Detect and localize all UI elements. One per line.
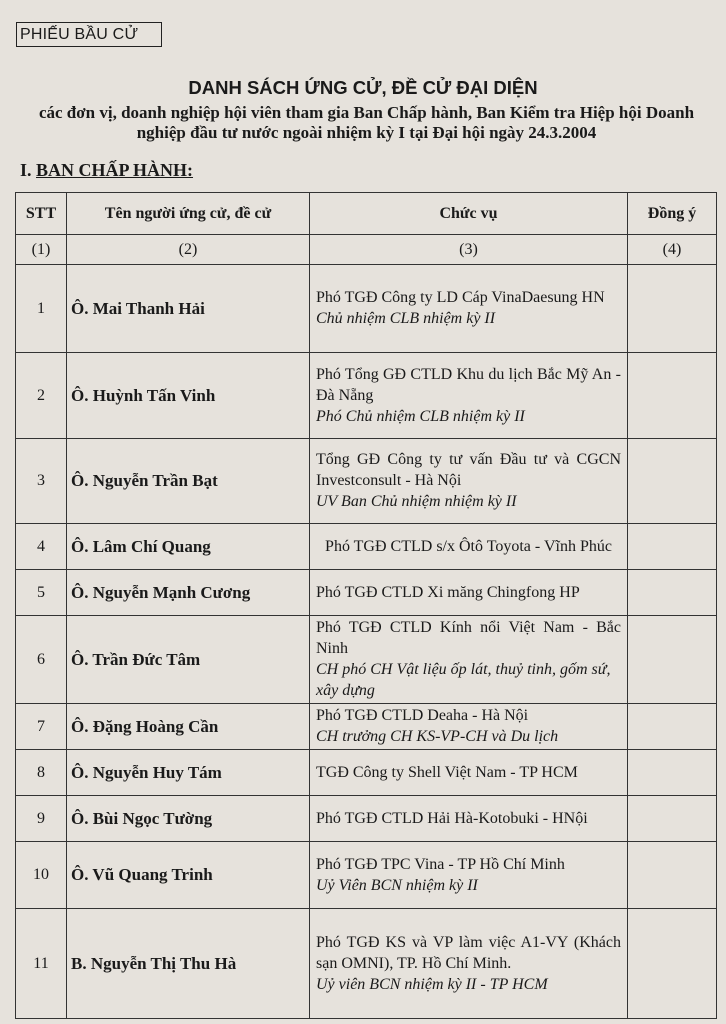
- agree-cell[interactable]: [628, 353, 717, 439]
- header-num-2: (2): [67, 235, 310, 265]
- table-number-row: [16, 235, 717, 265]
- position-text: Phó TGĐ CTLD Xi măng Chingfong HP: [316, 583, 580, 601]
- table-row: [16, 842, 717, 909]
- row-name: Ô. Nguyễn Trần Bạt: [67, 439, 310, 524]
- section-heading: [20, 160, 193, 181]
- position-note: Phó Chủ nhiệm CLB nhiệm kỳ II: [316, 407, 525, 425]
- ballot-tag: PHIẾU BẦU CỬ: [16, 22, 162, 47]
- table-row: [16, 524, 717, 570]
- table-row: [16, 909, 717, 1019]
- row-stt: 5: [16, 570, 67, 616]
- position-note: Chủ nhiệm CLB nhiệm kỳ II: [316, 310, 496, 327]
- section-prefix: I.: [20, 160, 37, 180]
- agree-cell[interactable]: [628, 704, 717, 750]
- position-note: CH trưởng CH KS-VP-CH và Du lịch: [316, 728, 559, 745]
- position-text: Tổng GĐ Công ty tư vấn Đầu tư và CGCN Investconsult - Hà Nội: [316, 451, 621, 489]
- row-stt: 3: [16, 439, 67, 524]
- position-text: Phó TGĐ KS và VP làm việc A1-VY (Khách sạn OMNI), TP. Hồ Chí Minh.: [316, 933, 621, 972]
- section-title: BAN CHẤP HÀNH:: [36, 160, 194, 180]
- row-position: [310, 704, 628, 750]
- candidate-table: [15, 192, 717, 1019]
- position-text: Phó TGĐ CTLD Hải Hà-Kotobuki - HNội: [316, 809, 588, 827]
- row-stt: 8: [16, 750, 67, 796]
- row-name: Ô. Mai Thanh Hải: [67, 265, 310, 353]
- table-row: [16, 796, 717, 842]
- position-note: UV Ban Chủ nhiệm nhiệm kỳ II: [316, 493, 517, 510]
- agree-cell[interactable]: [628, 265, 717, 353]
- row-name: B. Nguyễn Thị Thu Hà: [67, 909, 310, 1019]
- agree-cell[interactable]: [628, 750, 717, 796]
- row-position: [310, 842, 628, 909]
- header-num-4: (4): [628, 235, 717, 265]
- row-stt: 2: [16, 353, 67, 439]
- position-text: Phó TGĐ TPC Vina - TP Hồ Chí Minh: [316, 855, 565, 873]
- position-text: TGĐ Công ty Shell Việt Nam - TP HCM: [316, 763, 578, 781]
- row-position: [310, 439, 628, 524]
- row-name: Ô. Vũ Quang Trinh: [67, 842, 310, 909]
- row-position: [310, 524, 628, 570]
- agree-cell[interactable]: [628, 570, 717, 616]
- header-num-1: (1): [16, 235, 67, 265]
- header-name: Tên người ứng cử, đề cử: [67, 193, 310, 235]
- agree-cell[interactable]: [628, 796, 717, 842]
- header-stt: STT: [16, 193, 67, 235]
- position-note: Uỷ viên BCN nhiệm kỳ II - TP HCM: [316, 975, 548, 993]
- document-title: DANH SÁCH ỨNG CỬ, ĐỀ CỬ ĐẠI DIỆN: [188, 77, 538, 98]
- row-position: [310, 796, 628, 842]
- table-row: [16, 704, 717, 750]
- row-position: [310, 909, 628, 1019]
- table-header-row: [16, 193, 717, 235]
- position-note: Uỷ Viên BCN nhiệm kỳ II: [316, 876, 478, 894]
- row-name: Ô. Nguyễn Huy Tám: [67, 750, 310, 796]
- position-text: Phó TGĐ CTLD Deaha - Hà Nội: [316, 707, 529, 724]
- row-stt: 6: [16, 616, 67, 704]
- table-row: [16, 570, 717, 616]
- row-stt: 4: [16, 524, 67, 570]
- header-position: Chức vụ: [310, 193, 628, 235]
- row-position: [310, 616, 628, 704]
- agree-cell[interactable]: [628, 842, 717, 909]
- position-text: Phó Tổng GĐ CTLD Khu du lịch Bắc Mỹ An - Đà Nẵng: [316, 365, 621, 404]
- row-position: [310, 265, 628, 353]
- table-row: [16, 750, 717, 796]
- row-position: [310, 570, 628, 616]
- row-stt: 9: [16, 796, 67, 842]
- row-name: Ô. Đặng Hoàng Cần: [67, 704, 310, 750]
- row-stt: 10: [16, 842, 67, 909]
- row-name: Ô. Trần Đức Tâm: [67, 616, 310, 704]
- position-text: Phó TGĐ CTLD Kính nổi Việt Nam - Bắc Ninh: [316, 619, 621, 657]
- table-row: [16, 616, 717, 704]
- agree-cell[interactable]: [628, 524, 717, 570]
- header-num-3: (3): [310, 235, 628, 265]
- position-text: Phó TGĐ Công ty LD Cáp VinaDaesung HN: [316, 289, 605, 306]
- row-position: [310, 750, 628, 796]
- agree-cell[interactable]: [628, 616, 717, 704]
- position-text: Phó TGĐ CTLD s/x Ôtô Toyota - Vĩnh Phúc: [325, 537, 612, 555]
- position-note: CH phó CH Vật liệu ốp lát, thuỷ tinh, gốm sứ, xây dựng: [316, 661, 611, 699]
- table-row: [16, 353, 717, 439]
- row-name: Ô. Lâm Chí Quang: [67, 524, 310, 570]
- row-name: Ô. Nguyễn Mạnh Cương: [67, 570, 310, 616]
- row-name: Ô. Bùi Ngọc Tường: [67, 796, 310, 842]
- document-subtitle: các đơn vị, doanh nghiệp hội viên tham gia Ban Chấp hành, Ban Kiểm tra Hiệp hội Doanh nghiệp đầu tư nước ngoài nhiệm kỳ I tại Đại hội ngày 24.3.2004: [38, 103, 695, 142]
- row-stt: 7: [16, 704, 67, 750]
- agree-cell[interactable]: [628, 909, 717, 1019]
- header-agree: Đồng ý: [628, 193, 717, 235]
- table-row: [16, 439, 717, 524]
- row-stt: 1: [16, 265, 67, 353]
- table-row: [16, 265, 717, 353]
- agree-cell[interactable]: [628, 439, 717, 524]
- row-stt: 11: [16, 909, 67, 1019]
- row-name: Ô. Huỳnh Tấn Vinh: [67, 353, 310, 439]
- row-position: [310, 353, 628, 439]
